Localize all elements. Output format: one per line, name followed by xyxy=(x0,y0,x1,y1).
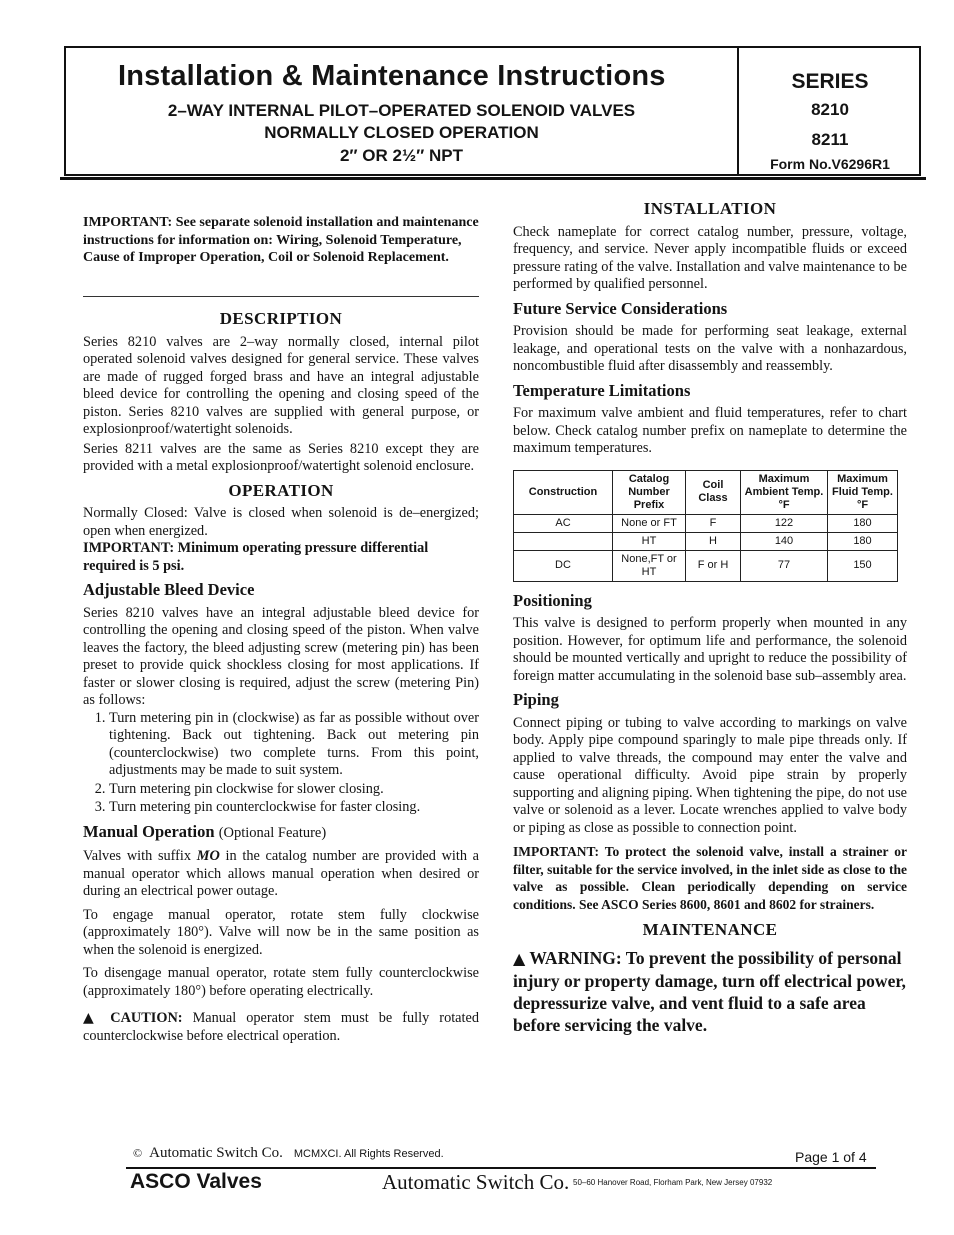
series-8210: 8210 xyxy=(811,100,849,119)
table-cell: 180 xyxy=(828,532,898,550)
manual-heading-note: (Optional Feature) xyxy=(218,824,327,841)
description-paragraph: Series 8210 valves are 2–way normally closed, internal pilot operated solenoid valves designed for general service. These valves are made of rugged forged brass and have an integral adjustable bleed device for controlling the opening and closing speed of the piston. Series 8210 valves are supplied with general purpose, or explosionproof/watertight solenoids. xyxy=(83,333,479,437)
installation-paragraph: Check nameplate for correct catalog number, pressure, voltage, frequency, and service. Never apply incompatible fluids or exceed pressure rating of the valve. Installation and valve maintenance to be performed by qualified personnel. xyxy=(513,223,907,292)
list-item: 3. Turn metering pin counterclockwise for faster closing. xyxy=(109,799,479,817)
important-intro: IMPORTANT: See separate solenoid installation and maintenance instructions for information on: Wiring, Solenoid Temperature, Cause of Improper Operation, Coil or Solenoid Replacement. xyxy=(83,215,479,265)
right-column xyxy=(513,200,907,1042)
table-cell: None,FT or HT xyxy=(613,550,686,581)
manual-text: Valves with suffix xyxy=(83,848,192,864)
copyright-company: Automatic Switch Co. xyxy=(149,1145,283,1161)
positioning-paragraph: This valve is designed to perform properly when mounted in any position. However, for optimum life and performance, the solenoid should be mounted vertically and upright to reduce the possibility of foreign matter accumulating in the solenoid base sub–assembly area. xyxy=(513,615,907,684)
copyright-symbol: © xyxy=(133,1146,143,1160)
manual-heading xyxy=(83,823,479,843)
temperature-heading: Temperature Limitations xyxy=(513,380,691,400)
temperature-table xyxy=(513,470,898,582)
table-row xyxy=(514,514,898,532)
left-column xyxy=(83,214,479,273)
table-cell: HT xyxy=(613,532,686,550)
form-number: Form No.V6296R1 xyxy=(770,156,890,172)
copyright-line xyxy=(133,1145,444,1162)
description-heading: DESCRIPTION xyxy=(219,309,343,328)
column-header: Construction xyxy=(514,470,613,514)
series-label: SERIES xyxy=(791,70,869,93)
table-cell xyxy=(514,532,613,550)
table-cell: 180 xyxy=(828,514,898,532)
header-rule xyxy=(60,177,926,180)
table-row xyxy=(514,532,898,550)
company-address: 50–60 Hanover Road, Florham Park, New Jersey 07932 xyxy=(573,1178,773,1187)
table-cell: DC xyxy=(514,550,613,581)
table-header-row xyxy=(514,470,898,514)
document-title: Installation & Maintenance Instructions xyxy=(118,60,666,92)
positioning-heading: Positioning xyxy=(513,590,592,610)
table-cell: 122 xyxy=(741,514,828,532)
subtitle-operation: NORMALLY CLOSED OPERATION xyxy=(264,123,539,142)
temperature-paragraph: For maximum valve ambient and fluid temperatures, refer to chart below. Check catalog number prefix on nameplate to determine the maximum temperatures. xyxy=(513,405,907,456)
footer-rule xyxy=(126,1167,876,1169)
column-header: Maximum Fluid Temp.°F xyxy=(828,470,898,514)
bleed-steps xyxy=(83,710,479,817)
table-cell: F or H xyxy=(686,550,741,581)
caution-label: CAUTION: xyxy=(110,1010,183,1026)
warning-text: WARNING: To prevent the possibility of personal injury or property damage, turn off electrical power, depressurize valve, and vent fluid to a safe area before servicing the valve. xyxy=(513,947,906,1035)
manual-paragraph-1 xyxy=(83,848,479,901)
table-cell: 77 xyxy=(741,550,828,581)
table-cell: 150 xyxy=(828,550,898,581)
warning-triangle-icon: ▲ xyxy=(83,1010,101,1026)
subtitle-size: 2″ OR 2½″ NPT xyxy=(339,146,464,165)
column-header: Maximum Ambient Temp.°F xyxy=(741,470,828,514)
intro-rule xyxy=(83,296,479,297)
column-header: Catalog Number Prefix xyxy=(613,470,686,514)
subtitle-valve-type: 2–WAY INTERNAL PILOT–OPERATED SOLENOID VALVES xyxy=(167,101,636,120)
warning-paragraph xyxy=(513,947,907,1036)
warning-triangle-icon: ▲ xyxy=(513,948,526,968)
manual-heading-text: Manual Operation xyxy=(83,821,215,841)
caution-text: Manual operator stem must be fully rotated counterclockwise before electrical operation. xyxy=(83,1010,479,1044)
table-row xyxy=(514,550,898,581)
operation-heading: OPERATION xyxy=(228,480,334,500)
page-number: Page 1 of 4 xyxy=(795,1149,867,1165)
future-service-heading: Future Service Considerations xyxy=(513,298,728,318)
manual-paragraph-2: To engage manual operator, rotate stem fully clockwise (approximately 180°). Valve will now be in the same position as when the solenoid is energized. xyxy=(83,906,479,958)
operation-important: IMPORTANT: Minimum operating pressure differential required is 5 psi. xyxy=(83,540,429,574)
maintenance-heading: MAINTENANCE xyxy=(642,920,778,939)
future-service-paragraph: Provision should be made for performing seat leakage, external leakage, and operational tests on the valve with a nonhazardous, noncombustible fluid after disassembly and reassembly. xyxy=(513,323,907,374)
table-cell: H xyxy=(686,532,741,550)
piping-important: IMPORTANT: To protect the solenoid valve, install a strainer or filter, suitable for the service involved, in the inlet side as close to the valve as possible. Clean periodically depending on service conditions. See ASCO Series 8600, 8601 and 8602 for strainers. xyxy=(513,844,907,912)
list-item: 2. Turn metering pin clockwise for slower closing. xyxy=(109,781,479,799)
installation-heading: INSTALLATION xyxy=(643,199,777,218)
manual-paragraph-3: To disengage manual operator, rotate stem fully counterclockwise (approximately 180°) before operating electrically. xyxy=(83,965,479,999)
description-paragraph-8211: Series 8211 valves are the same as Series 8210 except they are provided with a metal explosionproof/watertight solenoid enclosure. xyxy=(83,440,479,474)
series-8211: 8211 xyxy=(811,130,849,149)
column-header: Coil Class xyxy=(686,470,741,514)
left-column-body xyxy=(83,310,479,1051)
piping-heading: Piping xyxy=(513,690,559,709)
header-box xyxy=(64,46,921,176)
bleed-heading: Adjustable Bleed Device xyxy=(83,580,255,599)
brand-name: ASCO Valves xyxy=(130,1170,262,1193)
bleed-paragraph: Series 8210 valves have an integral adjustable bleed device for controlling the opening and closing speed of the piston. When valve leaves the factory, the bleed adjusting screw (metering pin) has been preset to provide quick shockless closing for most applications. If faster or slower closing is required, adjust the screw (metering Pin) as follows: xyxy=(83,604,479,708)
list-item: 1. Turn metering pin in (clockwise) as far as possible without over tightening. Back out tightening. Back out metering pin (counterclockwise) two complete turns. From this point, adjustments may be made to suit system. xyxy=(109,710,479,780)
table-cell: AC xyxy=(514,514,613,532)
caution-paragraph xyxy=(83,1010,479,1045)
table-cell: F xyxy=(686,514,741,532)
piping-paragraph: Connect piping or tubing to valve according to markings on valve body. Apply pipe compound sparingly to male pipe threads only. If applied to valve threads, the compound may enter the valve and cause operational difficulty. Avoid pipe strain by properly supporting and aligning piping. When tightening the pipe, do not use valve or solenoid as a lever. Locate wrenches applied to valve body or piping as close as possible to connection point. xyxy=(513,714,907,836)
table-cell: 140 xyxy=(741,532,828,550)
manual-suffix: MO xyxy=(196,848,220,864)
company-name: Automatic Switch Co. xyxy=(382,1170,570,1194)
copyright-text: MCMXCI. All Rights Reserved. xyxy=(293,1148,444,1160)
table-cell: None or FT xyxy=(613,514,686,532)
manual-text: in the catalog number are provided with a manual operator which allows manual operation when desired or during an electrical power outage. xyxy=(83,848,480,899)
operation-paragraph: Normally Closed: Valve is closed when solenoid is de–energized; open when energized. xyxy=(83,505,479,539)
